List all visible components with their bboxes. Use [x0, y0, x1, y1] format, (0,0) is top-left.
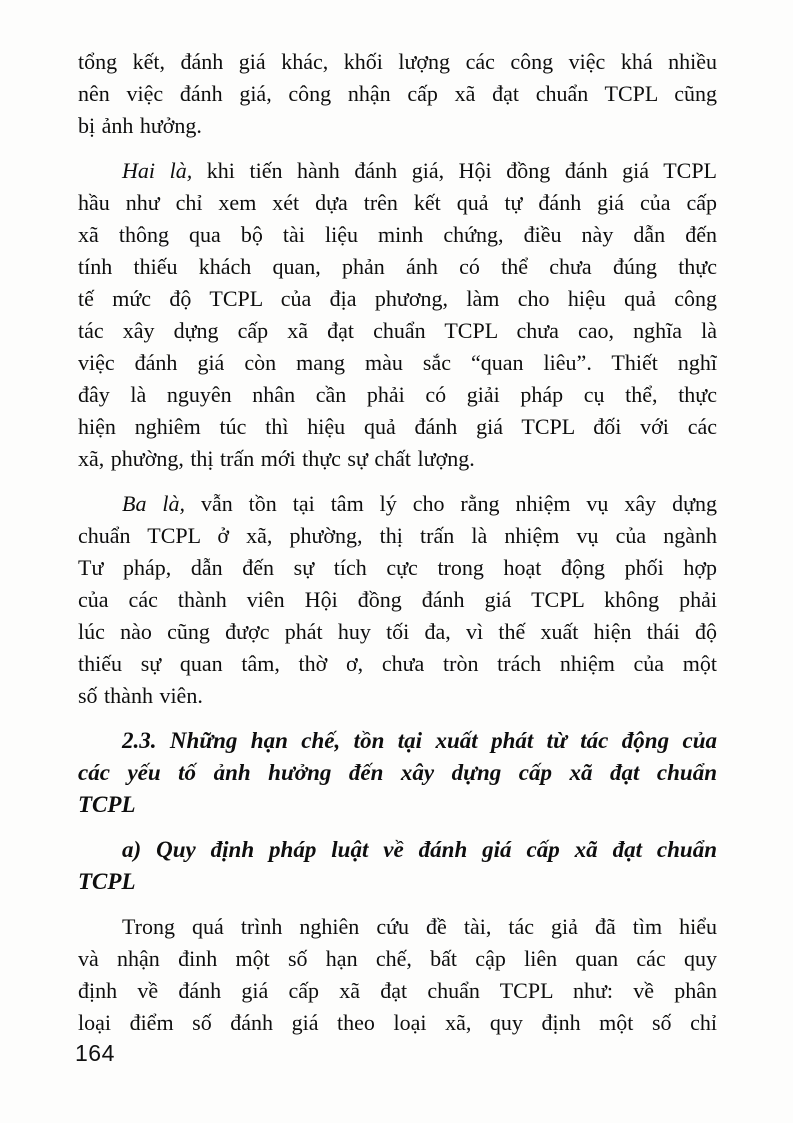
text-run: hiện nghiêm túc thì hiệu quả đánh giá TCPL đối với các: [78, 414, 717, 439]
text-line: [78, 943, 717, 975]
text-line: [78, 78, 717, 110]
text-line: [78, 46, 717, 78]
text-run: việc đánh giá còn mang màu sắc “quan liêu”. Thiết nghĩ: [78, 350, 717, 375]
lead-in-phrase: Hai là,: [122, 158, 193, 183]
text-line: [78, 379, 717, 411]
text-line: [78, 757, 717, 789]
text-run: a) Quy định pháp luật về đánh giá cấp xã đạt chuẩn: [122, 837, 717, 862]
text-run: 2.3. Những hạn chế, tồn tại xuất phát từ tác động của: [122, 728, 717, 753]
lead-in-phrase: Ba là,: [122, 491, 186, 516]
text-run: tế mức độ TCPL của địa phương, làm cho hiệu quả công: [78, 286, 717, 311]
text-run: TCPL: [78, 792, 136, 817]
text-line: [78, 155, 717, 187]
text-line: [78, 443, 717, 475]
text-run: tính thiếu khách quan, phản ánh có thể chưa đúng thực: [78, 254, 717, 279]
text-line: [78, 187, 717, 219]
text-run: nên việc đánh giá, công nhận cấp xã đạt chuẩn TCPL cũng: [78, 81, 717, 106]
text-line: [78, 680, 717, 712]
text-run: Trong quá trình nghiên cứu đề tài, tác giả đã tìm hiểu: [122, 914, 717, 939]
text-run: thiếu sự quan tâm, thờ ơ, chưa tròn trách nhiệm của một: [78, 651, 717, 676]
text-run: định về đánh giá cấp xã đạt chuẩn TCPL như: về phân: [78, 978, 717, 1003]
page-body: [78, 46, 717, 1039]
text-line: [78, 347, 717, 379]
text-run: tổng kết, đánh giá khác, khối lượng các công việc khá nhiều: [78, 49, 717, 74]
text-line: [78, 1007, 717, 1039]
section-heading: [78, 725, 717, 821]
text-line: [78, 110, 717, 142]
paragraph: [78, 46, 717, 142]
text-run: xã, phường, thị trấn mới thực sự chất lượng.: [78, 446, 475, 471]
text-run: loại điểm số đánh giá theo loại xã, quy định một số chỉ: [78, 1010, 717, 1035]
text-run: của các thành viên Hội đồng đánh giá TCPL không phải: [78, 587, 717, 612]
text-run: đây là nguyên nhân cần phải có giải pháp cụ thể, thực: [78, 382, 717, 407]
text-line: [78, 219, 717, 251]
text-line: [78, 975, 717, 1007]
text-run: các yếu tố ảnh hưởng đến xây dựng cấp xã đạt chuẩn: [78, 760, 717, 785]
section-heading: [78, 834, 717, 898]
text-run: xã thông qua bộ tài liệu minh chứng, điều này dẫn đến: [78, 222, 717, 247]
text-run: Tư pháp, dẫn đến sự tích cực trong hoạt động phối hợp: [78, 555, 717, 580]
text-line: [78, 648, 717, 680]
text-line: [78, 283, 717, 315]
text-run: và nhận đinh một số hạn chế, bất cập liên quan các quy: [78, 946, 717, 971]
paragraph: [78, 155, 717, 475]
text-line: [78, 411, 717, 443]
text-line: [78, 834, 717, 866]
text-run: bị ảnh hưởng.: [78, 113, 202, 138]
text-line: [78, 520, 717, 552]
text-run: hầu như chỉ xem xét dựa trên kết quả tự đánh giá của cấp: [78, 190, 717, 215]
text-run: tác xây dựng cấp xã đạt chuẩn TCPL chưa cao, nghĩa là: [78, 318, 717, 343]
text-line: [78, 488, 717, 520]
page-number: 164: [75, 1040, 115, 1066]
text-line: [78, 315, 717, 347]
text-line: [78, 789, 717, 821]
text-line: [78, 616, 717, 648]
text-line: [78, 911, 717, 943]
text-run: chuẩn TCPL ở xã, phường, thị trấn là nhiệm vụ của ngành: [78, 523, 717, 548]
text-run: vẫn tồn tại tâm lý cho rằng nhiệm vụ xây dựng: [185, 491, 717, 516]
text-line: [78, 584, 717, 616]
paragraph: [78, 911, 717, 1039]
paragraph: [78, 488, 717, 712]
text-line: [78, 552, 717, 584]
text-run: khi tiến hành đánh giá, Hội đồng đánh giá TCPL: [192, 158, 717, 183]
text-run: số thành viên.: [78, 683, 203, 708]
text-line: [78, 725, 717, 757]
text-line: [78, 866, 717, 898]
text-run: lúc nào cũng được phát huy tối đa, vì thế xuất hiện thái độ: [78, 619, 717, 644]
text-run: TCPL: [78, 869, 136, 894]
text-line: [78, 251, 717, 283]
